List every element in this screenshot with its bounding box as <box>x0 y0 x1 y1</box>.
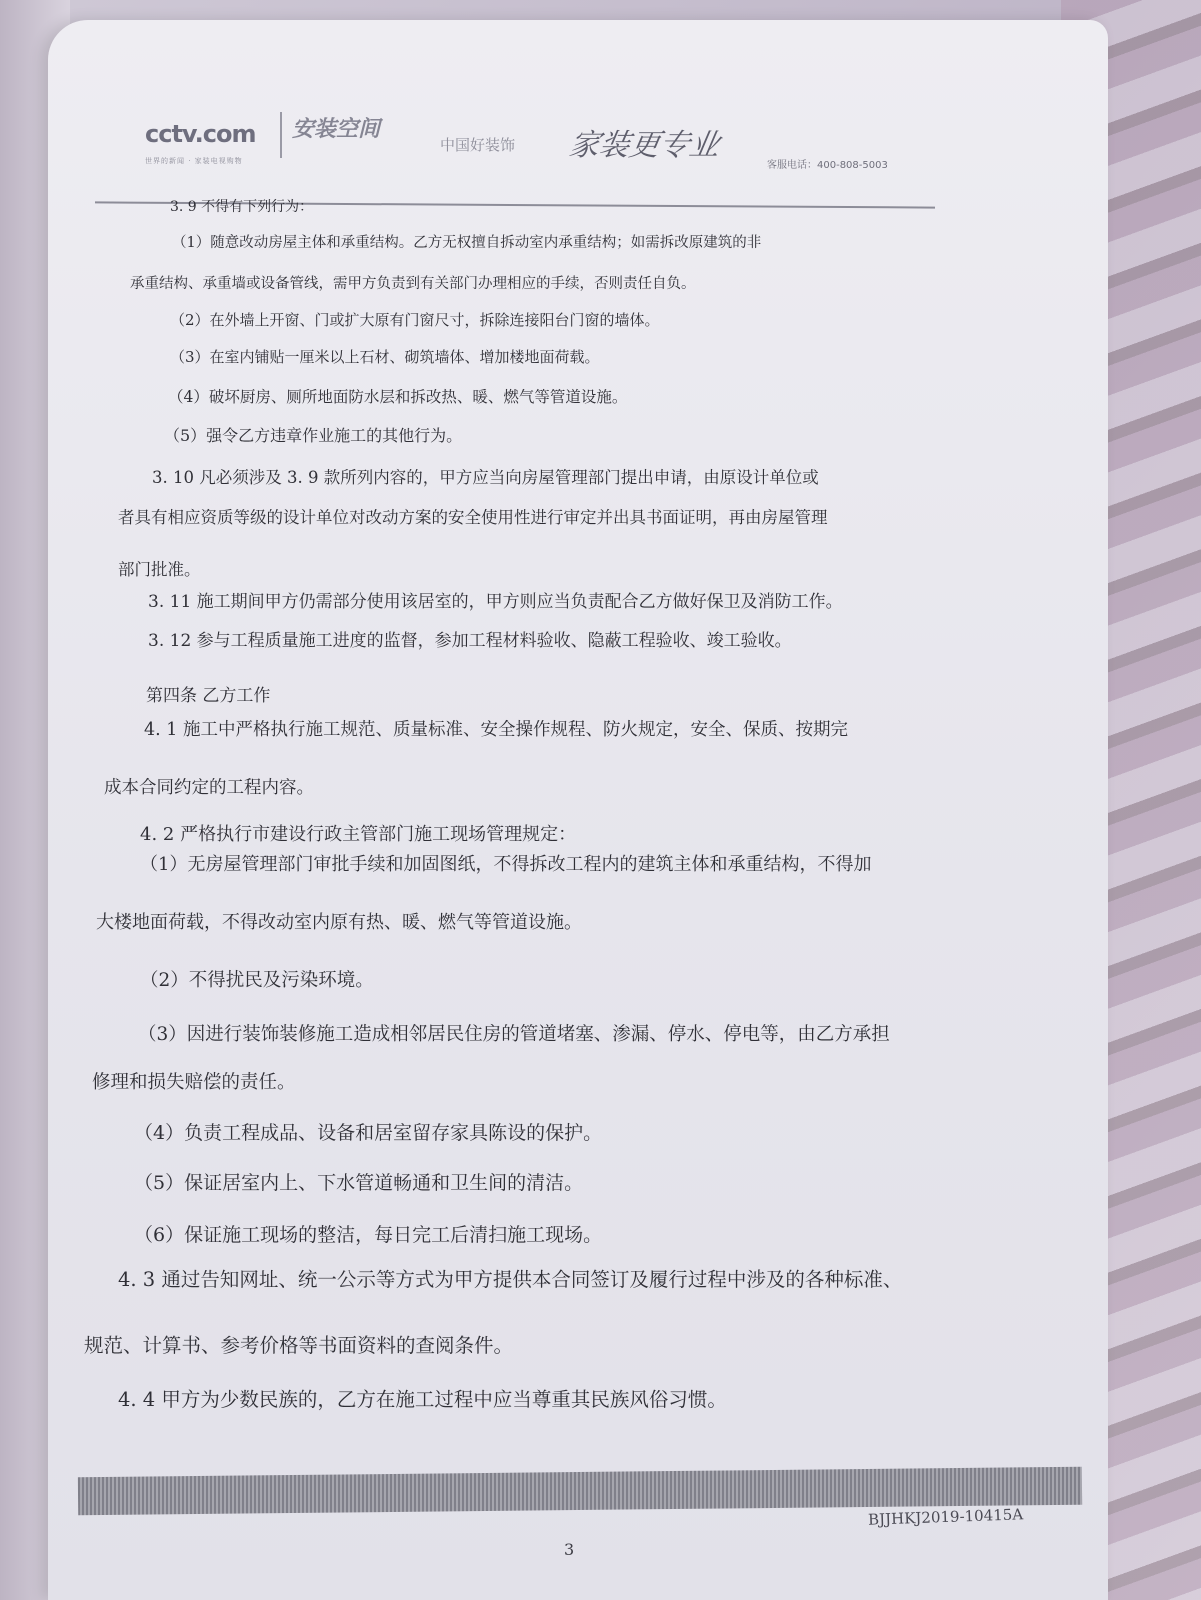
text-line: （1）无房屋管理部门审批手续和加固图纸，不得拆改工程内的建筑主体和承重结构，不得加 <box>140 854 872 875</box>
text-line: 4. 4 甲方为少数民族的，乙方在施工过程中应当尊重其民族风俗习惯。 <box>118 1388 727 1411</box>
text-line: （5）强令乙方违章作业施工的其他行为。 <box>164 426 463 445</box>
text-line: 4. 2 严格执行市建设行政主管部门施工现场管理规定： <box>140 824 577 845</box>
text-line: 规范、计算书、参考价格等书面资料的查阅条件。 <box>84 1334 514 1357</box>
text-line: （3）在室内铺贴一厘米以上石材、砌筑墙体、增加楼地面荷载。 <box>170 348 600 366</box>
cctv-logo-subtitle: 世界的新闻 · 家装电视购物 <box>145 157 243 165</box>
text-line: 成本合同约定的工程内容。 <box>104 778 314 798</box>
text-line: 修理和损失赔偿的责任。 <box>92 1072 296 1093</box>
header-calligraphy: 家装更专业 <box>566 128 723 163</box>
text-line: （2）在外墙上开窗、门或扩大原有门窗尺寸，拆除连接阳台门窗的墙体。 <box>170 311 660 329</box>
text-line: （1）随意改动房屋主体和承重结构。乙方无权擅自拆动室内承重结构；如需拆改原建筑的非 <box>172 235 762 251</box>
text-line: 部门批准。 <box>118 560 201 579</box>
text-line: 3. 10 凡必须涉及 3. 9 款所列内容的，甲方应当向房屋管理部门提出申请，由原设计单位或 <box>152 468 819 487</box>
document-code: BJJHKJ2019-10415A <box>867 1505 1024 1529</box>
text-line: （4）破坏厨房、厕所地面防水层和拆改热、暖、燃气等管道设施。 <box>168 388 628 406</box>
section-heading: 第四条 乙方工作 <box>146 686 271 706</box>
text-line: （6）保证施工现场的整洁，每日完工后清扫施工现场。 <box>134 1224 603 1246</box>
text-line: 者具有相应资质等级的设计单位对改动方案的安全使用性进行审定并出具书面证明，再由房屋管理 <box>118 508 828 527</box>
text-line: 3. 11 施工期间甲方仍需部分使用该居室的，甲方则应当负责配合乙方做好保卫及消防工作。 <box>148 592 843 612</box>
text-line: 大楼地面荷载，不得改动室内原有热、暖、燃气等管道设施。 <box>96 912 582 933</box>
service-hotline: 客服电话：400-808-5003 <box>767 160 888 171</box>
text-line: 3. 12 参与工程质量施工进度的监督，参加工程材料验收、隐蔽工程验收、竣工验收。 <box>148 631 792 651</box>
text-line: 4. 1 施工中严格执行施工规范、质量标准、安全操作规程、防火规定，安全、保质、按期完 <box>144 720 848 740</box>
text-line: 3. 9 不得有下列行为： <box>170 199 314 215</box>
text-line: （5）保证居室内上、下水管道畅通和卫生间的清洁。 <box>134 1172 584 1194</box>
text-line: （4）负责工程成品、设备和居室留存家具陈设的保护。 <box>134 1122 603 1144</box>
text-line: 4. 3 通过告知网址、统一公示等方式为甲方提供本合同签订及履行过程中涉及的各种标准、 <box>118 1268 903 1291</box>
page-number: 3 <box>564 1540 575 1559</box>
cctv-logo: cctv.com <box>145 120 256 148</box>
anxin-logo: 安装空间 <box>280 112 400 158</box>
header-slogan: 中国好装饰 <box>440 136 516 154</box>
text-line: （2）不得扰民及污染环境。 <box>140 970 374 991</box>
text-line: （3）因进行装饰装修施工造成相邻居民住房的管道堵塞、渗漏、停水、停电等，由乙方承担 <box>138 1024 890 1045</box>
text-line: 承重结构、承重墙或设备管线，需甲方负责到有关部门办理相应的手续，否则责任自负。 <box>130 276 696 292</box>
